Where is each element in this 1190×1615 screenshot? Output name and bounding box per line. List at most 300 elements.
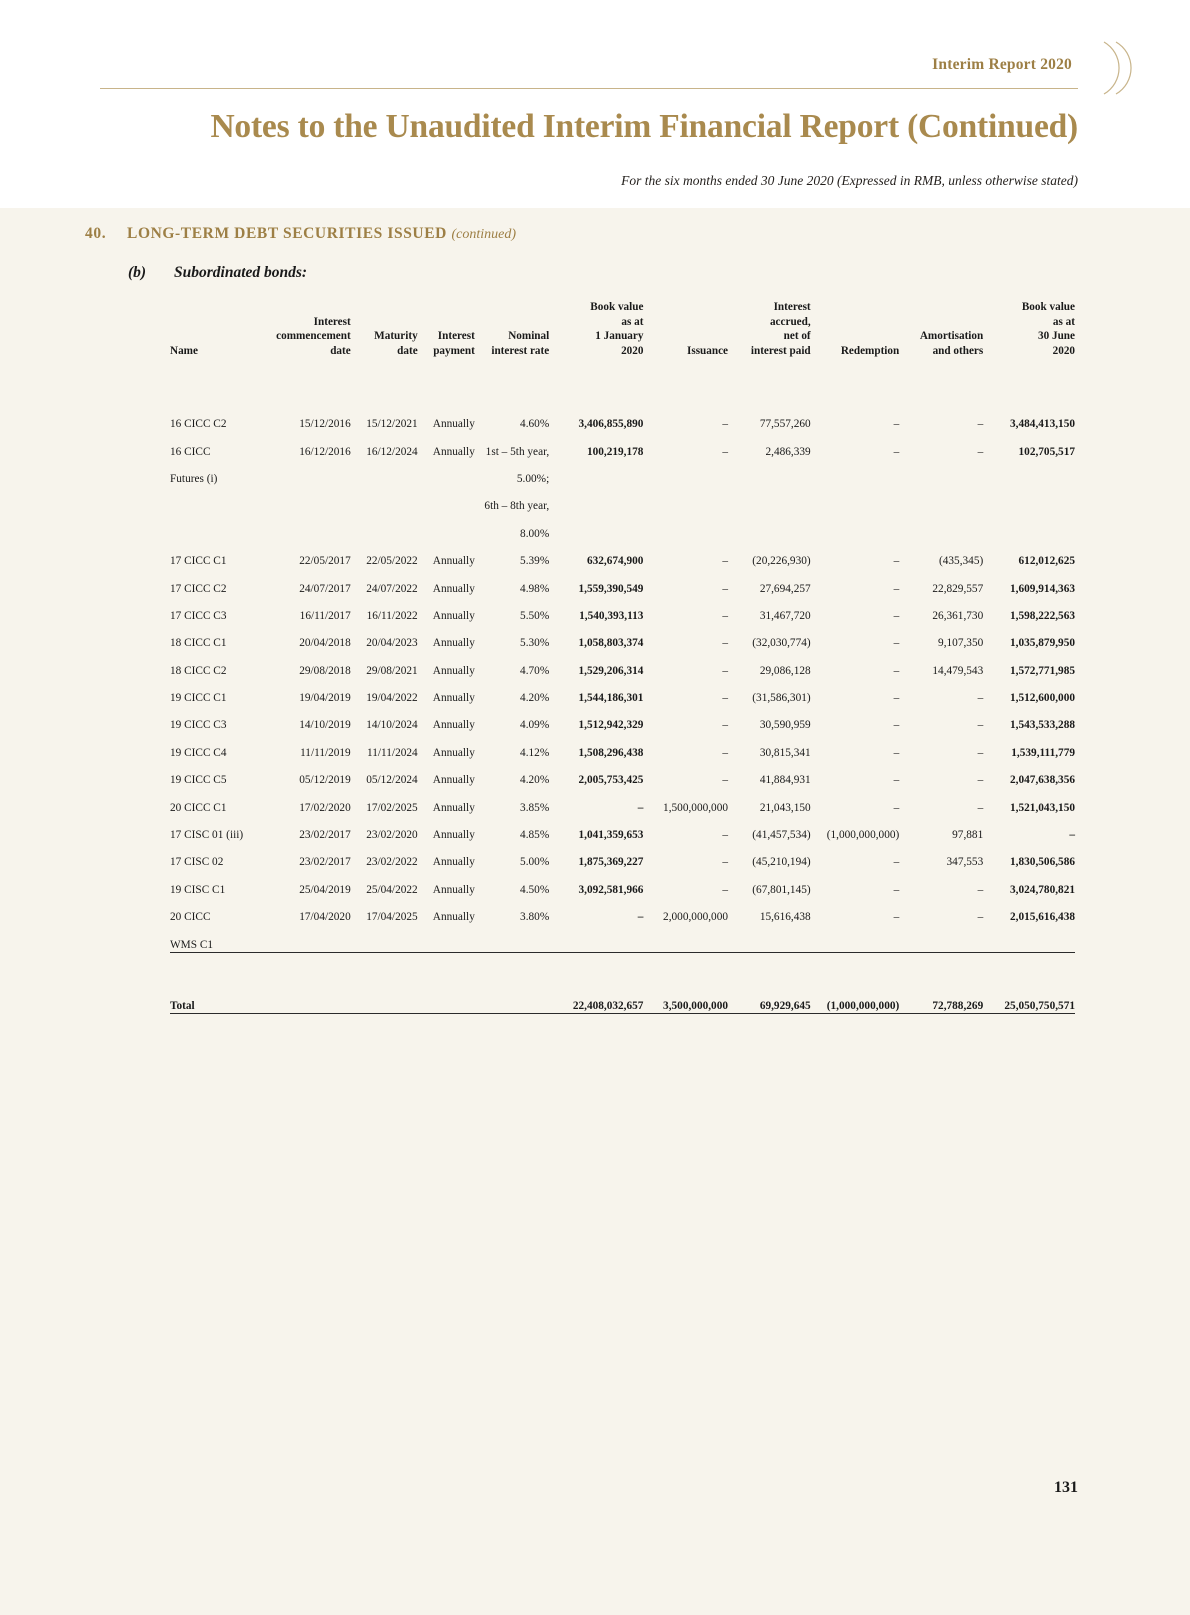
cell-commencement-continuation xyxy=(268,925,351,953)
cell-bv-open: 1,508,296,438 xyxy=(578,746,644,759)
cell-issuance: – xyxy=(722,637,729,650)
corner-arc-decoration xyxy=(1100,40,1156,96)
subsection-title: Subordinated bonds: xyxy=(174,264,308,281)
cell-bv-open: 3,406,855,890 xyxy=(578,418,644,431)
th-rate-l4: interest rate xyxy=(491,344,550,357)
cell-issuance: – xyxy=(722,719,729,732)
cell-redemption: – xyxy=(893,883,900,896)
cell-name-continuation xyxy=(170,514,268,541)
cell-bv-open: – xyxy=(637,911,644,924)
cell-bv-open: 632,674,900 xyxy=(586,555,644,568)
cell-bv-open-continuation xyxy=(549,459,643,486)
cell-name: 19 CISC C1 xyxy=(170,883,226,896)
th-amortisation-l2 xyxy=(899,315,983,330)
th-name-l3 xyxy=(170,329,268,344)
cell-payment: Annually xyxy=(432,418,475,431)
th-rate-l2 xyxy=(475,315,549,330)
page-subtitle: For the six months ended 30 June 2020 (Expressed in RMB, unless otherwise stated) xyxy=(621,173,1078,188)
cell-rate: 3.85% xyxy=(520,801,550,814)
cell-rate-continuation xyxy=(475,925,549,953)
table-row xyxy=(170,678,1075,705)
th-payment-l2 xyxy=(418,315,475,330)
cell-bv-open-continuation xyxy=(549,514,643,541)
th-name-l4: Name xyxy=(170,344,198,357)
note-number: 40. xyxy=(85,225,107,242)
cell-rate: 3.80% xyxy=(520,911,550,924)
total-cell-bv-close: 25,050,750,571 xyxy=(1004,999,1075,1012)
cell-amortisation-continuation xyxy=(899,514,983,541)
table-row xyxy=(170,569,1075,596)
cell-issuance: – xyxy=(722,774,729,787)
cell-interest: (41,457,534) xyxy=(752,829,811,842)
header-divider xyxy=(100,88,1078,89)
cell-payment: Annually xyxy=(432,445,475,458)
cell-rate: 4.98% xyxy=(520,582,550,595)
cell-redemption: – xyxy=(893,911,900,924)
cell-bv-open: 1,529,206,314 xyxy=(578,664,644,677)
cell-rate: 4.60% xyxy=(520,418,550,431)
cell-bv-open: 3,092,581,966 xyxy=(578,883,644,896)
th-issuance-l1 xyxy=(643,300,728,315)
cell-amortisation-continuation xyxy=(899,487,983,514)
table-row xyxy=(170,815,1075,842)
th-rate-l1 xyxy=(475,300,549,315)
cell-bv-close: 2,015,616,438 xyxy=(1010,911,1075,924)
cell-payment: Annually xyxy=(432,664,475,677)
cell-bv-close: 102,705,517 xyxy=(1018,445,1075,458)
cell-rate-continuation: 5.00%; xyxy=(516,472,550,485)
cell-amortisation: – xyxy=(977,719,984,732)
total-cell-empty xyxy=(475,983,549,1014)
cell-issuance: – xyxy=(722,582,729,595)
cell-payment: Annually xyxy=(432,582,475,595)
cell-bv-close: 1,598,222,563 xyxy=(1010,609,1075,622)
table-row-continuation xyxy=(170,514,1075,541)
cell-commencement-continuation xyxy=(268,459,351,486)
cell-issuance: – xyxy=(722,445,729,458)
table-total-rule-cell xyxy=(170,1014,1075,1015)
cell-name-continuation: Futures (i) xyxy=(170,472,218,485)
table-row xyxy=(170,706,1075,733)
note-title: LONG-TERM DEBT SECURITIES ISSUED xyxy=(127,225,447,242)
table-row xyxy=(170,897,1075,924)
page-title: Notes to the Unaudited Interim Financial Report (Continued) xyxy=(210,108,1078,145)
cell-name: 16 CICC C2 xyxy=(170,418,227,431)
table-total-rule xyxy=(170,1014,1075,1015)
th-payment-l3: Interest xyxy=(437,330,475,343)
cell-issuance: – xyxy=(722,609,729,622)
total-cell-empty xyxy=(418,983,475,1014)
cell-payment: Annually xyxy=(432,692,475,705)
table-head xyxy=(170,300,1075,404)
th-rate-l3: Nominal xyxy=(508,330,550,343)
cell-bv-open: 2,005,753,425 xyxy=(578,774,644,787)
cell-issuance-continuation xyxy=(643,925,728,953)
th-issuance-l2 xyxy=(643,315,728,330)
th-commencement-l1 xyxy=(268,300,351,315)
table-row xyxy=(170,596,1075,623)
cell-maturity: 16/11/2022 xyxy=(366,609,418,622)
total-cell-amortisation: 72,788,269 xyxy=(932,999,984,1012)
cell-rate-continuation: 8.00% xyxy=(520,527,550,540)
cell-maturity: 23/02/2022 xyxy=(366,856,418,869)
cell-amortisation: – xyxy=(977,445,984,458)
cell-rate: 4.09% xyxy=(520,719,550,732)
cell-bv-open: 1,540,393,113 xyxy=(579,609,644,622)
cell-issuance: 2,000,000,000 xyxy=(663,911,729,924)
cell-maturity-continuation xyxy=(351,459,418,486)
cell-name: 19 CICC C5 xyxy=(170,774,227,787)
table-gap-cell xyxy=(170,953,1075,983)
th-payment-l4: payment xyxy=(433,344,475,357)
cell-rate: 5.39% xyxy=(520,555,550,568)
cell-amortisation: – xyxy=(977,801,984,814)
cell-bv-open: 1,058,803,374 xyxy=(578,637,644,650)
table-row xyxy=(170,541,1075,568)
cell-amortisation: 9,107,350 xyxy=(938,637,984,650)
cell-rate-continuation: 6th – 8th year, xyxy=(484,500,550,513)
cell-interest: 41,884,931 xyxy=(759,774,811,787)
note-heading xyxy=(85,225,516,243)
cell-amortisation: – xyxy=(977,418,984,431)
cell-bv-close: 1,830,506,586 xyxy=(1010,856,1075,869)
th-bvclose-l3: 30 June xyxy=(1038,330,1075,343)
cell-redemption: – xyxy=(893,774,900,787)
running-head: Interim Report 2020 xyxy=(932,56,1072,73)
cell-commencement: 14/10/2019 xyxy=(299,719,351,732)
total-cell-label: Total xyxy=(170,999,195,1012)
cell-name-continuation xyxy=(170,487,268,514)
cell-commencement: 17/04/2020 xyxy=(299,911,351,924)
th-redemption-l4: Redemption xyxy=(840,344,900,357)
cell-maturity-continuation xyxy=(351,514,418,541)
cell-amortisation: 347,553 xyxy=(946,856,984,869)
total-cell-redemption: (1,000,000,000) xyxy=(826,999,900,1012)
cell-payment-continuation xyxy=(418,925,475,953)
cell-redemption: (1,000,000,000) xyxy=(826,829,900,842)
cell-maturity: 19/04/2022 xyxy=(366,692,418,705)
cell-payment: Annually xyxy=(432,801,475,814)
th-bvopen-l1: Book value xyxy=(590,301,644,313)
cell-commencement: 23/02/2017 xyxy=(299,829,351,842)
cell-name: 17 CISC 02 xyxy=(170,856,224,869)
cell-payment: Annually xyxy=(432,746,475,759)
cell-commencement: 20/04/2018 xyxy=(299,637,351,650)
cell-interest: (31,586,301) xyxy=(752,692,811,705)
cell-name-continuation: WMS C1 xyxy=(170,938,213,951)
cell-issuance: 1,500,000,000 xyxy=(663,801,729,814)
cell-name: 18 CICC C2 xyxy=(170,664,227,677)
cell-name: 19 CICC C3 xyxy=(170,719,227,732)
cell-maturity: 24/07/2022 xyxy=(366,582,418,595)
cell-redemption: – xyxy=(893,609,900,622)
cell-issuance: – xyxy=(722,829,729,842)
cell-payment: Annually xyxy=(432,829,475,842)
cell-commencement: 16/11/2017 xyxy=(299,609,351,622)
cell-issuance: – xyxy=(722,856,729,869)
cell-name: 16 CICC xyxy=(170,445,211,458)
header-row-3 xyxy=(170,329,1075,344)
cell-name: 19 CICC C4 xyxy=(170,746,227,759)
th-amortisation-l4: and others xyxy=(932,344,984,357)
cell-maturity-continuation xyxy=(351,925,418,953)
th-bvopen-l3: 1 January xyxy=(595,330,644,343)
cell-amortisation: – xyxy=(977,911,984,924)
th-issuance-l4: Issuance xyxy=(686,344,729,357)
table-row-continuation xyxy=(170,487,1075,514)
cell-maturity: 25/04/2022 xyxy=(366,883,418,896)
cell-payment: Annually xyxy=(432,555,475,568)
cell-redemption: – xyxy=(893,801,900,814)
cell-issuance: – xyxy=(722,555,729,568)
th-bvopen-l2: as at xyxy=(621,315,644,328)
cell-amortisation: 97,881 xyxy=(952,829,984,842)
subsection-heading xyxy=(128,264,307,282)
table-row xyxy=(170,788,1075,815)
th-name-l1 xyxy=(170,300,268,315)
cell-interest: 30,590,959 xyxy=(759,719,811,732)
table-body xyxy=(170,404,1075,1014)
cell-commencement: 23/02/2017 xyxy=(299,856,351,869)
total-cell-issuance: 3,500,000,000 xyxy=(663,999,729,1012)
cell-name: 17 CICC C2 xyxy=(170,582,227,595)
cell-commencement: 05/12/2019 xyxy=(299,774,351,787)
cell-interest: 29,086,128 xyxy=(759,664,811,677)
cell-rate: 5.30% xyxy=(520,637,550,650)
cell-interest-continuation xyxy=(728,487,811,514)
th-redemption-l1 xyxy=(811,300,900,315)
header-row-1 xyxy=(170,300,1075,315)
cell-maturity: 23/02/2020 xyxy=(366,829,418,842)
cell-amortisation: (435,345) xyxy=(938,555,984,568)
cell-rate: 4.20% xyxy=(520,774,550,787)
page-number: 131 xyxy=(1054,1479,1078,1496)
cell-payment: Annually xyxy=(432,856,475,869)
cell-payment: Annually xyxy=(432,637,475,650)
th-amortisation-l3: Amortisation xyxy=(919,330,984,343)
header-row-4 xyxy=(170,344,1075,359)
cell-maturity: 22/05/2022 xyxy=(366,555,418,568)
cell-redemption: – xyxy=(893,746,900,759)
note-continued-marker: (continued) xyxy=(451,227,516,242)
th-payment-l1 xyxy=(418,300,475,315)
cell-payment-continuation xyxy=(418,487,475,514)
cell-redemption: – xyxy=(893,582,900,595)
total-cell-bv-open: 22,408,032,657 xyxy=(572,999,644,1012)
cell-redemption: – xyxy=(893,555,900,568)
cell-commencement: 29/08/2018 xyxy=(299,664,351,677)
cell-name: 17 CICC C3 xyxy=(170,609,227,622)
cell-commencement: 25/04/2019 xyxy=(299,883,351,896)
cell-maturity: 16/12/2024 xyxy=(366,445,418,458)
cell-bv-open: 1,512,942,329 xyxy=(578,719,644,732)
th-maturity-l1 xyxy=(351,300,418,315)
cell-interest: 30,815,341 xyxy=(759,746,811,759)
cell-name: 18 CICC C1 xyxy=(170,637,227,650)
cell-name: 17 CISC 01 (iii) xyxy=(170,829,244,842)
th-maturity-l3: Maturity xyxy=(374,330,418,343)
table-row xyxy=(170,624,1075,651)
cell-interest: 27,694,257 xyxy=(759,582,811,595)
cell-redemption: – xyxy=(893,445,900,458)
cell-interest-continuation xyxy=(728,459,811,486)
cell-bv-close: 3,484,413,150 xyxy=(1010,418,1075,431)
cell-redemption: – xyxy=(893,418,900,431)
cell-commencement: 24/07/2017 xyxy=(299,582,351,595)
cell-rate: 4.12% xyxy=(520,746,550,759)
cell-bv-close: 1,512,600,000 xyxy=(1010,692,1075,705)
cell-bv-close: 1,521,043,150 xyxy=(1010,801,1075,814)
cell-maturity: 14/10/2024 xyxy=(366,719,418,732)
cell-bv-close: 612,012,625 xyxy=(1018,555,1075,568)
cell-issuance: – xyxy=(722,692,729,705)
cell-issuance-continuation xyxy=(643,514,728,541)
cell-maturity: 29/08/2021 xyxy=(366,664,418,677)
cell-redemption-continuation xyxy=(811,514,900,541)
th-interest-l2: accrued, xyxy=(769,315,811,328)
cell-commencement-continuation xyxy=(268,514,351,541)
cell-interest-continuation xyxy=(728,514,811,541)
th-commencement-l4: date xyxy=(330,344,351,357)
cell-name: 17 CICC C1 xyxy=(170,555,227,568)
cell-bv-close: 1,609,914,363 xyxy=(1010,582,1075,595)
cell-bv-open: 1,875,369,227 xyxy=(578,856,644,869)
table-gap xyxy=(170,953,1075,983)
cell-bv-close-continuation xyxy=(983,925,1075,953)
cell-bv-open: 1,559,390,549 xyxy=(578,582,644,595)
cell-amortisation: 14,479,543 xyxy=(932,664,984,677)
header-row-2 xyxy=(170,315,1075,330)
cell-redemption: – xyxy=(893,856,900,869)
cell-issuance: – xyxy=(722,883,729,896)
table-row xyxy=(170,733,1075,760)
cell-amortisation: 22,829,557 xyxy=(932,582,984,595)
cell-bv-close: 1,539,111,779 xyxy=(1011,746,1075,759)
cell-redemption-continuation xyxy=(811,925,900,953)
cell-bv-close-continuation xyxy=(983,459,1075,486)
cell-maturity: 17/04/2025 xyxy=(366,911,418,924)
cell-amortisation: – xyxy=(977,883,984,896)
cell-rate: 4.85% xyxy=(520,829,550,842)
cell-rate: 5.00% xyxy=(520,856,550,869)
cell-interest: (45,210,194) xyxy=(752,856,811,869)
cell-interest-continuation xyxy=(728,925,811,953)
cell-redemption-continuation xyxy=(811,459,900,486)
cell-interest: 2,486,339 xyxy=(765,445,811,458)
cell-bv-open: 1,041,359,653 xyxy=(578,829,644,842)
th-name-l2 xyxy=(170,315,268,330)
cell-interest: 15,616,438 xyxy=(759,911,811,924)
cell-bv-close: 1,543,533,288 xyxy=(1010,719,1075,732)
th-issuance-l3 xyxy=(643,329,728,344)
cell-maturity: 15/12/2021 xyxy=(366,418,418,431)
cell-maturity: 17/02/2025 xyxy=(366,801,418,814)
cell-payment: Annually xyxy=(432,911,475,924)
cell-amortisation: – xyxy=(977,692,984,705)
cell-name: 20 CICC xyxy=(170,911,211,924)
table-row xyxy=(170,404,1075,431)
th-bvclose-l1: Book value xyxy=(1021,301,1075,313)
table-row xyxy=(170,651,1075,678)
cell-commencement: 19/04/2019 xyxy=(299,692,351,705)
cell-maturity: 11/11/2024 xyxy=(367,746,418,759)
table-total-row xyxy=(170,983,1075,1014)
cell-payment: Annually xyxy=(432,609,475,622)
cell-bv-open-continuation xyxy=(549,925,643,953)
th-commencement-l3: commencement xyxy=(276,330,351,343)
cell-commencement: 11/11/2019 xyxy=(300,746,351,759)
th-redemption-l3 xyxy=(811,329,900,344)
cell-bv-open: 1,544,186,301 xyxy=(578,692,644,705)
table-row-continuation xyxy=(170,925,1075,953)
table-row-continuation xyxy=(170,459,1075,486)
cell-maturity: 05/12/2024 xyxy=(366,774,418,787)
th-amortisation-l1 xyxy=(899,300,983,315)
cell-maturity-continuation xyxy=(351,487,418,514)
total-cell-interest: 69,929,645 xyxy=(759,999,811,1012)
cell-commencement: 17/02/2020 xyxy=(299,801,351,814)
cell-name: 20 CICC C1 xyxy=(170,801,227,814)
cell-issuance-continuation xyxy=(643,487,728,514)
cell-name: 19 CICC C1 xyxy=(170,692,227,705)
cell-rate: 1st – 5th year, xyxy=(485,445,550,458)
cell-redemption-continuation xyxy=(811,487,900,514)
cell-maturity: 20/04/2023 xyxy=(366,637,418,650)
cell-bv-close: – xyxy=(1069,829,1075,842)
cell-interest: (32,030,774) xyxy=(752,637,811,650)
cell-issuance: – xyxy=(722,664,729,677)
table-row xyxy=(170,870,1075,897)
cell-bv-open: 100,219,178 xyxy=(586,445,644,458)
cell-payment-continuation xyxy=(418,514,475,541)
cell-amortisation: – xyxy=(977,774,984,787)
cell-interest: 31,467,720 xyxy=(759,609,811,622)
cell-rate: 5.50% xyxy=(520,609,550,622)
th-bvopen-l4: 2020 xyxy=(621,344,644,357)
th-interest-l1: Interest xyxy=(773,301,811,313)
cell-bv-close: 1,572,771,985 xyxy=(1010,664,1075,677)
table-row xyxy=(170,760,1075,787)
cell-bv-close: 1,035,879,950 xyxy=(1010,637,1075,650)
header-spacer-row xyxy=(170,358,1075,404)
cell-amortisation: – xyxy=(977,746,984,759)
cell-bv-close-continuation xyxy=(983,487,1075,514)
table-row xyxy=(170,432,1075,459)
cell-interest: (67,801,145) xyxy=(752,883,811,896)
cell-redemption: – xyxy=(893,664,900,677)
cell-bv-open-continuation xyxy=(549,487,643,514)
subsection-label: (b) xyxy=(128,264,147,281)
total-cell-empty xyxy=(351,983,418,1014)
subordinated-bonds-table xyxy=(170,300,1075,1014)
cell-issuance: – xyxy=(722,418,729,431)
cell-amortisation-continuation xyxy=(899,925,983,953)
cell-commencement: 16/12/2016 xyxy=(299,445,351,458)
cell-redemption: – xyxy=(893,637,900,650)
total-cell-empty xyxy=(268,983,351,1014)
cell-bv-close: 3,024,780,821 xyxy=(1010,883,1075,896)
th-maturity-l4: date xyxy=(397,344,418,357)
cell-commencement: 15/12/2016 xyxy=(299,418,351,431)
cell-bv-open: – xyxy=(637,801,644,814)
th-commencement-l2: Interest xyxy=(313,315,351,328)
cell-rate: 4.50% xyxy=(520,883,550,896)
cell-commencement: 22/05/2017 xyxy=(299,555,351,568)
cell-payment: Annually xyxy=(432,774,475,787)
cell-issuance: – xyxy=(722,746,729,759)
th-interest-l4: interest paid xyxy=(750,344,811,357)
table-row xyxy=(170,843,1075,870)
